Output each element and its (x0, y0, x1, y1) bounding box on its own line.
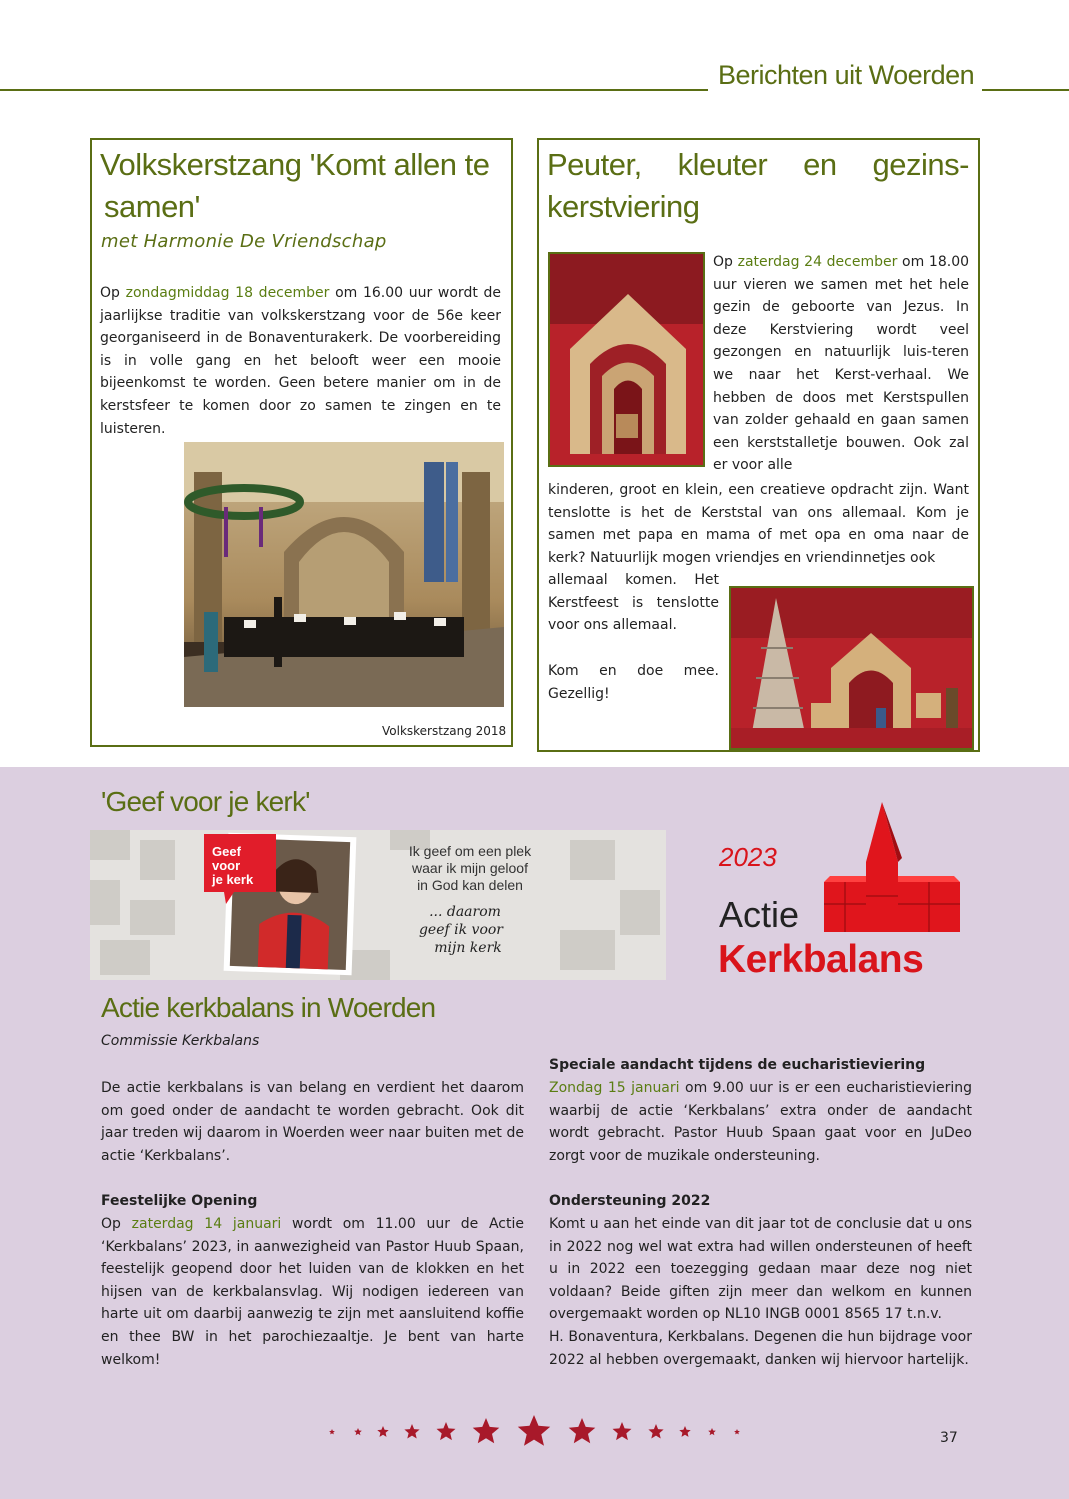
article-title (100, 144, 510, 228)
badge-line: je kerk (212, 872, 254, 887)
kerkbalans-logo (716, 800, 968, 985)
body-text: Op (101, 1216, 132, 1232)
nativity-stable-photo (548, 252, 705, 467)
date-highlight: Zondag 15 januari (549, 1080, 680, 1096)
kerkbalans-intro: De actie kerkbalans is van belang en verdient het daarom om goed onder de aandacht te worden gebracht. Ook dit jaar treden wij daarom in Woerden weer naar buiten met de actie ‘Kerkbalans’. (101, 1080, 524, 1164)
special-heading: Speciale aandacht tijdens de eucharistieviering (549, 1057, 926, 1073)
star-divider (315, 1408, 755, 1458)
special-body (549, 1077, 972, 1167)
article-title: Actie kerkbalans in Woerden (101, 992, 436, 1023)
badge-line: Geef (212, 844, 241, 859)
body-text: om 9.00 uur is er een eucharistieviering waarbij de actie ‘Kerkbalans’ extra onder de aandacht wordt gebracht. Pastor Huub Spaan gaat voor en JuDeo zorgt voor de muzikale ondersteuning. (549, 1080, 972, 1164)
support-body: Komt u aan het einde van dit jaar tot de conclusie dat u ons in 2022 nog wel wat extra had willen ondersteunen of heeft u in 2022 een toezegging gedaan maar deze nog niet voldaan? Beide giften zijn meer dan welkom en kunnen overgemaakt worden op NL10 INGB 0001 8565 17 t.n.v. (549, 1216, 972, 1323)
article-body (100, 282, 501, 440)
header-rule-left (0, 89, 708, 91)
star-icon (473, 1418, 500, 1443)
body-text: om 16.00 uur wordt de jaarlijkse traditie van volkskerstzang voor de 56e keer georganiseerd in de Bonaventurakerk. De voorbereiding is in volle gang en het belooft weer een mooie bijeenkomst te worden. Geen betere manier om in de kerstsfeer te komen door zo samen te zingen en te luisteren. (100, 285, 501, 437)
badge-line: voor (212, 858, 241, 873)
body-text: om 18.00 uur vieren we samen met het hele gezin de geboorte van Jezus. In deze Kerstviering wordt veel gezongen en natuurlijk luis-teren we naar het Kerst-verhaal. We hebben de doos met Kerstspullen van zolder gehaald en gaan samen een kerststalletje bouwen. Ook zal er voor alle (713, 254, 970, 474)
quote-line: in God kan delen (417, 877, 523, 893)
photo-caption: Volkskerstzang 2018 (382, 724, 507, 738)
article-subtitle: met Harmonie De Vriendschap (101, 231, 387, 252)
date-highlight: zondagmiddag 18 december (125, 285, 330, 301)
article-closing: Kom en doe mee. Gezellig! (548, 663, 719, 702)
body-text: Op (713, 254, 738, 270)
star-icon (679, 1426, 690, 1437)
title-line: samen' (104, 189, 200, 224)
section-header: Berichten uit Woerden (718, 60, 975, 90)
title-line: Volkskerstzang 'Komt allen te (100, 147, 490, 182)
article-body (713, 251, 969, 477)
logo-year: 2023 (719, 842, 777, 872)
article-author: Commissie Kerkbalans (101, 1033, 260, 1049)
script-line: ... daarom (429, 904, 501, 920)
script-line: geef ik voor (418, 922, 504, 938)
star-icon (734, 1429, 740, 1434)
concert-photo (184, 442, 504, 707)
quote-line: waar ik mijn geloof (412, 860, 528, 876)
article-body-continued: kinderen, groot en klein, een creatieve opdracht zijn. Want tenslotte is het de Kerststal van ons allemaal. Kom je samen met papa en mama of met opa en oma naar de kerk? Natuurlijk mogen vriendjes en vriendinnetjes ook (548, 482, 969, 566)
christmas-tree-photo (729, 586, 974, 750)
star-icon (613, 1422, 632, 1440)
article-body-continued: allemaal komen. Het Kerstfeest is tenslotte voor ons allemaal. (548, 572, 719, 634)
opening-heading: Feestelijke Opening (101, 1193, 258, 1209)
body-text: wordt om 11.00 uur de Actie ‘Kerkbalans’ 2023, in aanwezigheid van Pastor Huub Spaan, feestelijk geopend door het luiden van de klokken en het hijsen van de kerkbalansvlag. Wij nodigen iedereen van harte uit om daarbij aanwezig te zijn met aansluitend koffie en thee BW in het parochiezaaltje. Je bent van harte welkom! (101, 1216, 524, 1368)
page-number: 37 (940, 1430, 958, 1446)
logo-word-kerkbalans: Kerkbalans (718, 938, 924, 981)
header-rule-right (982, 89, 1069, 91)
support-body-continued: H. Bonaventura, Kerkbalans. Degenen die hun bijdrage voor 2022 al hebben overgemaakt, danken wij hiervoor hartelijk. (549, 1329, 972, 1368)
section-title: 'Geef voor je kerk' (101, 786, 310, 817)
article-title (547, 144, 969, 228)
opening-body (101, 1213, 524, 1371)
star-icon (404, 1424, 419, 1439)
support-heading: Ondersteuning 2022 (549, 1193, 711, 1209)
title-line: Peuter, kleuter en gezins- (547, 147, 969, 182)
star-icon (329, 1429, 335, 1434)
star-icon (648, 1424, 663, 1439)
star-icon (377, 1426, 388, 1437)
script-line: mijn kerk (434, 940, 502, 956)
date-highlight: zaterdag 24 december (737, 254, 898, 270)
star-icon (437, 1422, 456, 1440)
title-line: kerstviering (547, 189, 700, 224)
geef-voor-je-kerk-banner (90, 830, 666, 980)
star-icon (569, 1418, 596, 1443)
star-icon (708, 1428, 716, 1435)
body-text: Op (100, 285, 126, 301)
date-highlight: zaterdag 14 januari (131, 1216, 282, 1232)
star-icon (518, 1415, 550, 1446)
quote-line: Ik geef om een plek (408, 843, 532, 859)
star-icon (354, 1428, 362, 1435)
logo-word-actie: Actie (719, 894, 800, 935)
